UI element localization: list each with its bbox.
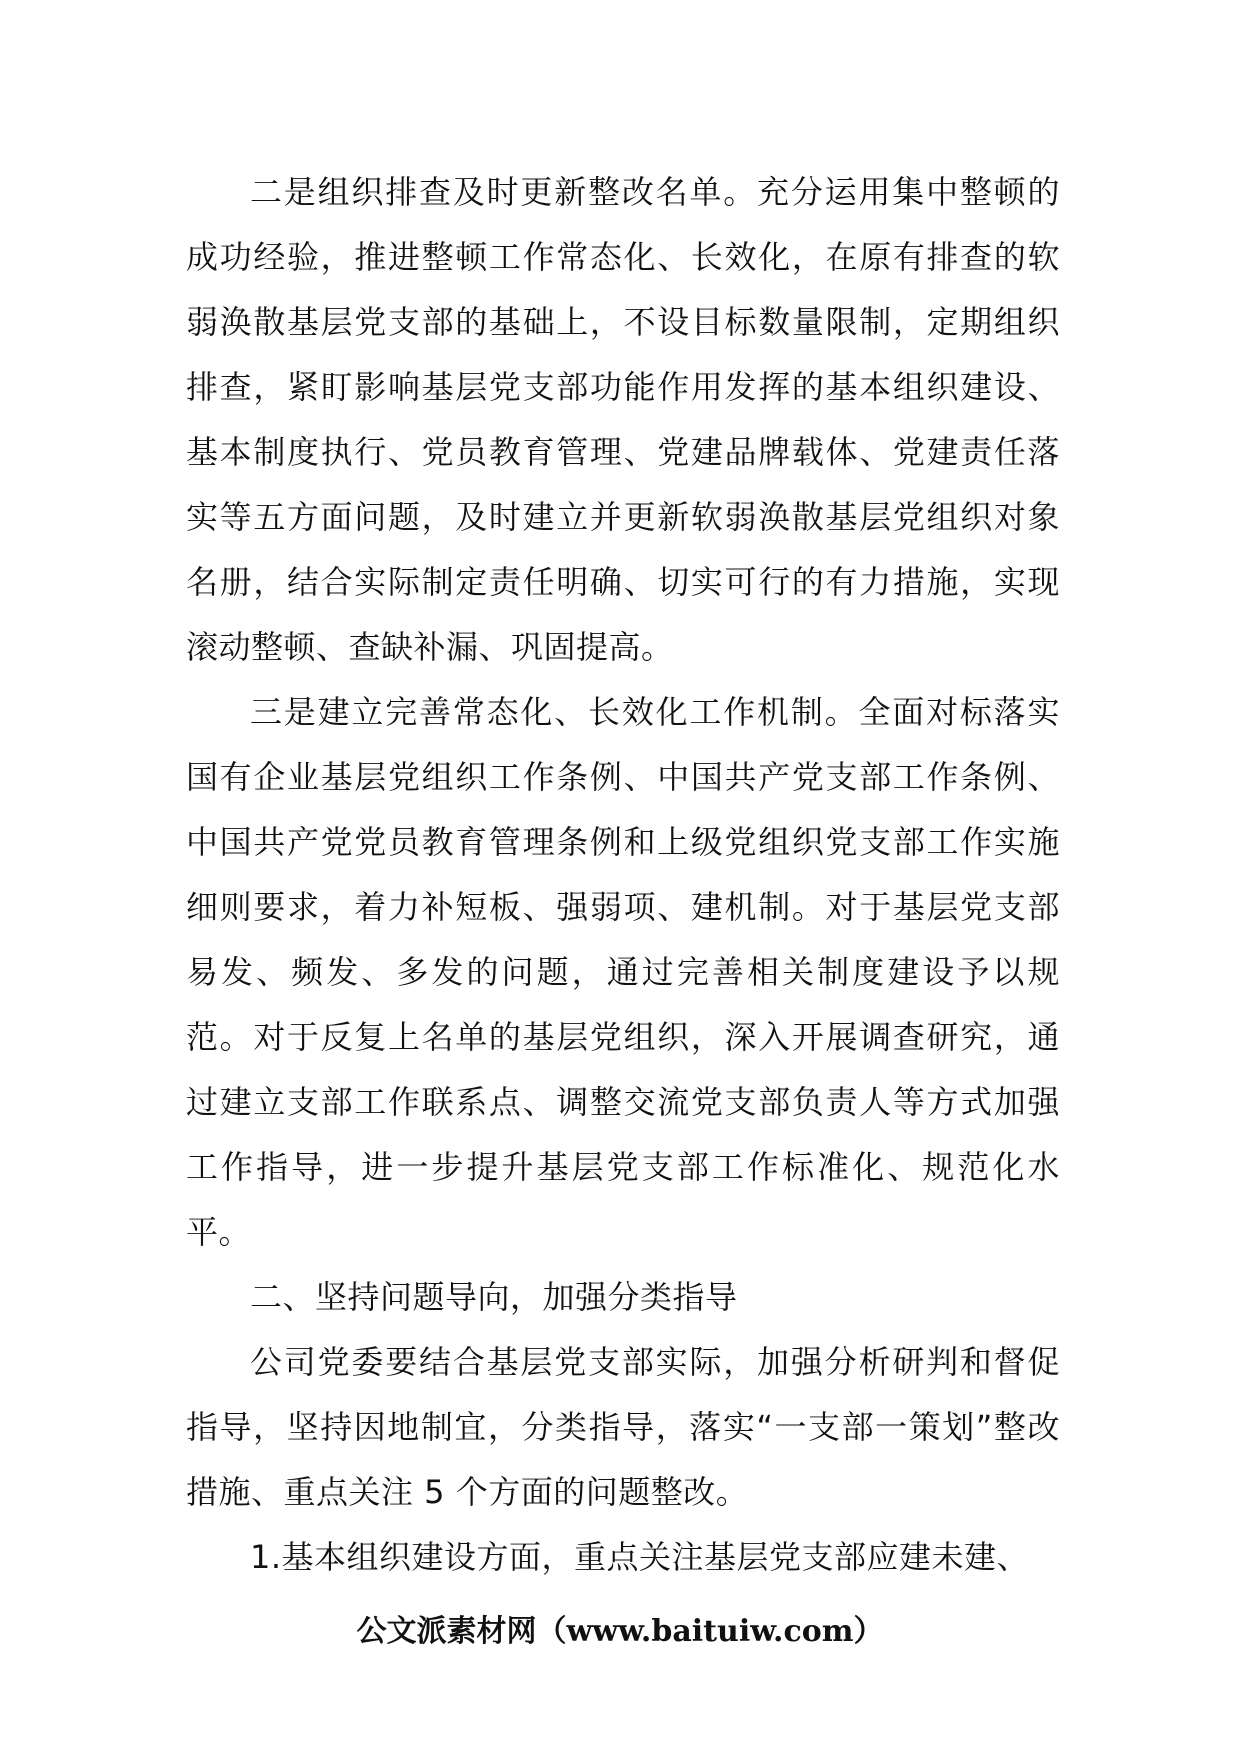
paragraph-establish-mechanism: 三是建立完善常态化、长效化工作机制。全面对标落实国有企业基层党组织工作条例、中国共产党支部工作条例、中国共产党党员教育管理条例和上级党组织党支部工作实施细则要求，着力补短板、强弱项、建机制。对于基层党支部易发、频发、多发的问题，通过完善相关制度建设予以规范。对于反复上名单的基层党组织，深入开展调查研究，通过建立支部工作联系点、调整交流党支部负责人等方式加强工作指导，进一步提升基层党支部工作标准化、规范化水平。 <box>186 693 1060 1251</box>
paragraph-basic-organization: 1.基本组织建设方面，重点关注基层党支部应建未建、 <box>250 1538 1030 1576</box>
paragraph-classified-guidance: 公司党委要结合基层党支部实际，加强分析研判和督促指导，坚持因地制宜，分类指导，落实“一支部一策划”整改措施、重点关注 5 个方面的问题整改。 <box>186 1343 1060 1511</box>
footer-watermark: 公文派素材网（www.baituiw.com） <box>356 1614 884 1649</box>
paragraph-organize-inspection: 二是组织排查及时更新整改名单。充分运用集中整顿的成功经验，推进整顿工作常态化、长效化，在原有排查的软弱涣散基层党支部的基础上，不设目标数量限制，定期组织排查，紧盯影响基层党支部功能作用发挥的基本组织建设、基本制度执行、党员教育管理、党建品牌载体、党建责任落实等五方面问题，及时建立并更新软弱涣散基层党组织对象名册，结合实际制定责任明确、切实可行的有力措施，实现滚动整顿、查缺补漏、巩固提高。 <box>186 173 1060 666</box>
document-body <box>186 160 1060 1590</box>
section-heading: 二、坚持问题导向，加强分类指导 <box>250 1278 738 1316</box>
